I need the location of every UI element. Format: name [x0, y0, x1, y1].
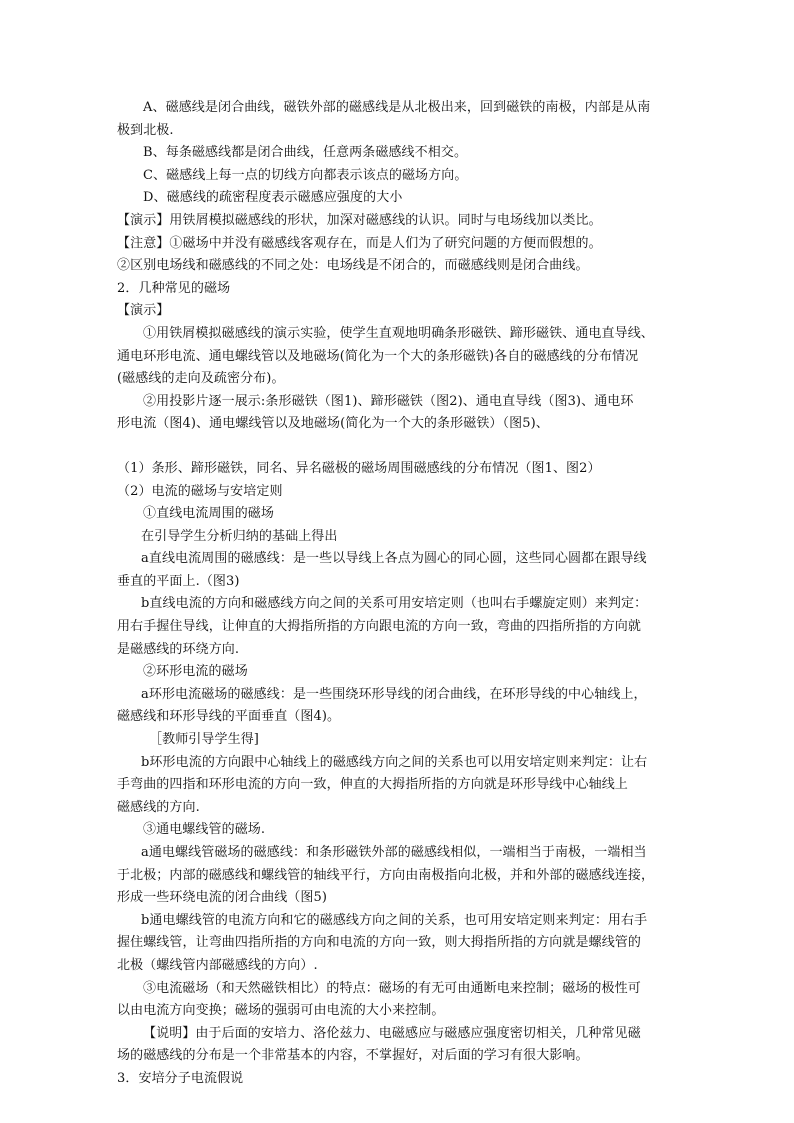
paragraph-line: A、磁感线是闭合曲线，磁铁外部的磁感线是从北极出来，回到磁铁的南极，内部是从南 — [143, 100, 651, 115]
paragraph-line: 磁感线的方向. — [117, 799, 200, 815]
paragraph-line: B、每条磁感线都是闭合曲线，任意两条磁感线不相交。 — [143, 145, 468, 161]
paragraph-line: C、磁感线上每一点的切线方向都表示该点的磁场方向。 — [143, 167, 468, 183]
paragraph-line: a环形电流磁场的磁感线：是一些围绕环形导线的闭合曲线，在环形导线的中心轴线上， — [141, 686, 647, 702]
paragraph-line: ③电流磁场（和天然磁铁相比）的特点：磁场的有无可由通断电来控制；磁场的极性可 — [143, 980, 641, 996]
paragraph-line: 磁感线和环形导线的平面垂直（图4)。 — [117, 709, 341, 725]
paragraph-line: 【说明】由于后面的安培力、洛伦兹力、电磁感应与磁感应强度密切相关，几种常见磁 — [143, 1025, 641, 1041]
paragraph-line: 握住螺线管，让弯曲四指所指的方向和电流的方向一致，则大拇指所指的方向就是螺线管的 — [117, 935, 642, 951]
paragraph-line: 【演示】用铁屑模拟磁感线的形状，加深对磁感线的认识。同时与电场线加以类比。 — [117, 212, 602, 228]
paragraph-line: ②环形电流的磁场 — [143, 664, 248, 680]
paragraph-line: D、磁感线的疏密程度表示磁感应强度的大小 — [143, 190, 403, 206]
paragraph-line: ①用铁屑模拟磁感线的演示实验，使学生直观地明确条形磁铁、蹄形磁铁、通电直导线、 — [143, 325, 654, 341]
paragraph-line: 是磁感线的环绕方向. — [117, 641, 240, 657]
paragraph-line: 北极（螺线管内部磁感线的方向）. — [117, 957, 318, 973]
paragraph-line: b通电螺线管的电流方向和它的磁感线方向之间的关系，也可用安培定则来判定：用右手 — [141, 912, 648, 928]
paragraph-line: ［教师引导学生得] — [149, 732, 259, 748]
document-body — [117, 97, 681, 1091]
paragraph-line: ③通电螺线管的磁场. — [143, 822, 266, 838]
paragraph-line: b直线电流的方向和磁感线方向之间的关系可用安培定则（也叫右手螺旋定则）来判定： — [141, 596, 648, 612]
paragraph-line: （1）条形、蹄形磁铁，同名、异名磁极的磁场周围磁感线的分布情况（图1、图2） — [117, 460, 601, 476]
paragraph-line: 形电流（图4)、通电螺线管以及地磁场(简化为一个大的条形磁铁）（图5)、 — [117, 416, 549, 432]
paragraph-line: 场的磁感线的分布是一个非常基本的内容，不掌握好，对后面的学习有很大影响。 — [117, 1048, 589, 1064]
paragraph-line: a直线电流周围的磁感线：是一些以导线上各点为圆心的同心圆，这些同心圆都在跟导线 — [141, 551, 647, 567]
paragraph-line: b环形电流的方向跟中心轴线上的磁感线方向之间的关系也可以用安培定则来判定：让右 — [141, 754, 648, 770]
paragraph-line: （2）电流的磁场与安培定则 — [117, 483, 283, 499]
paragraph-line: 以由电流方向变换；磁场的强弱可由电流的大小来控制。 — [117, 1003, 445, 1019]
paragraph-line: 垂直的平面上.（图3) — [117, 573, 240, 589]
paragraph-line: 【演示】 — [117, 303, 170, 319]
paragraph-line: 形成一些环绕电流的闭合曲线（图5) — [117, 890, 328, 906]
section-heading: 2．几种常见的磁场 — [117, 280, 231, 296]
paragraph-line: a通电螺线管磁场的磁感线：和条形磁铁外部的磁感线相似，一端相当于南极，一端相当 — [141, 845, 647, 860]
paragraph-line: 于北极；内部的磁感线和螺线管的轴线平行，方向由南极指向北极，并和外部的磁感线连接， — [117, 867, 655, 883]
paragraph-line: 在引导学生分析归纳的基础上得出 — [141, 528, 338, 544]
paragraph-line: 极到北极. — [117, 122, 174, 138]
section-heading: 3．安培分子电流假说 — [117, 1070, 244, 1086]
paragraph-line: 【注意】①磁场中并没有磁感线客观存在，而是人们为了研究问题的方便而假想的。 — [117, 235, 602, 251]
paragraph-line: (磁感线的走向及疏密分布)。 — [117, 371, 285, 387]
paragraph-line: 用右手握住导线，让伸直的大拇指所指的方向跟电流的方向一致，弯曲的四指所指的方向就 — [117, 619, 642, 635]
paragraph-gap — [117, 436, 681, 458]
paragraph-line: 通电环形电流、通电螺线管以及地磁场(简化为一个大的条形磁铁)各自的磁感线的分布情况 — [117, 348, 639, 364]
paragraph-line: 手弯曲的四指和环形电流的方向一致，伸直的大拇指所指的方向就是环形导线中心轴线上 — [117, 777, 628, 793]
paragraph-line: ①直线电流周围的磁场 — [143, 506, 275, 522]
paragraph-line: ②用投影片逐一展示:条形磁铁（图1)、蹄形磁铁（图2)、通电直导线（图3)、通电环 — [143, 393, 634, 409]
paragraph-line: ②区别电场线和磁感线的不同之处：电场线是不闭合的，而磁感线则是闭合曲线。 — [117, 258, 589, 274]
